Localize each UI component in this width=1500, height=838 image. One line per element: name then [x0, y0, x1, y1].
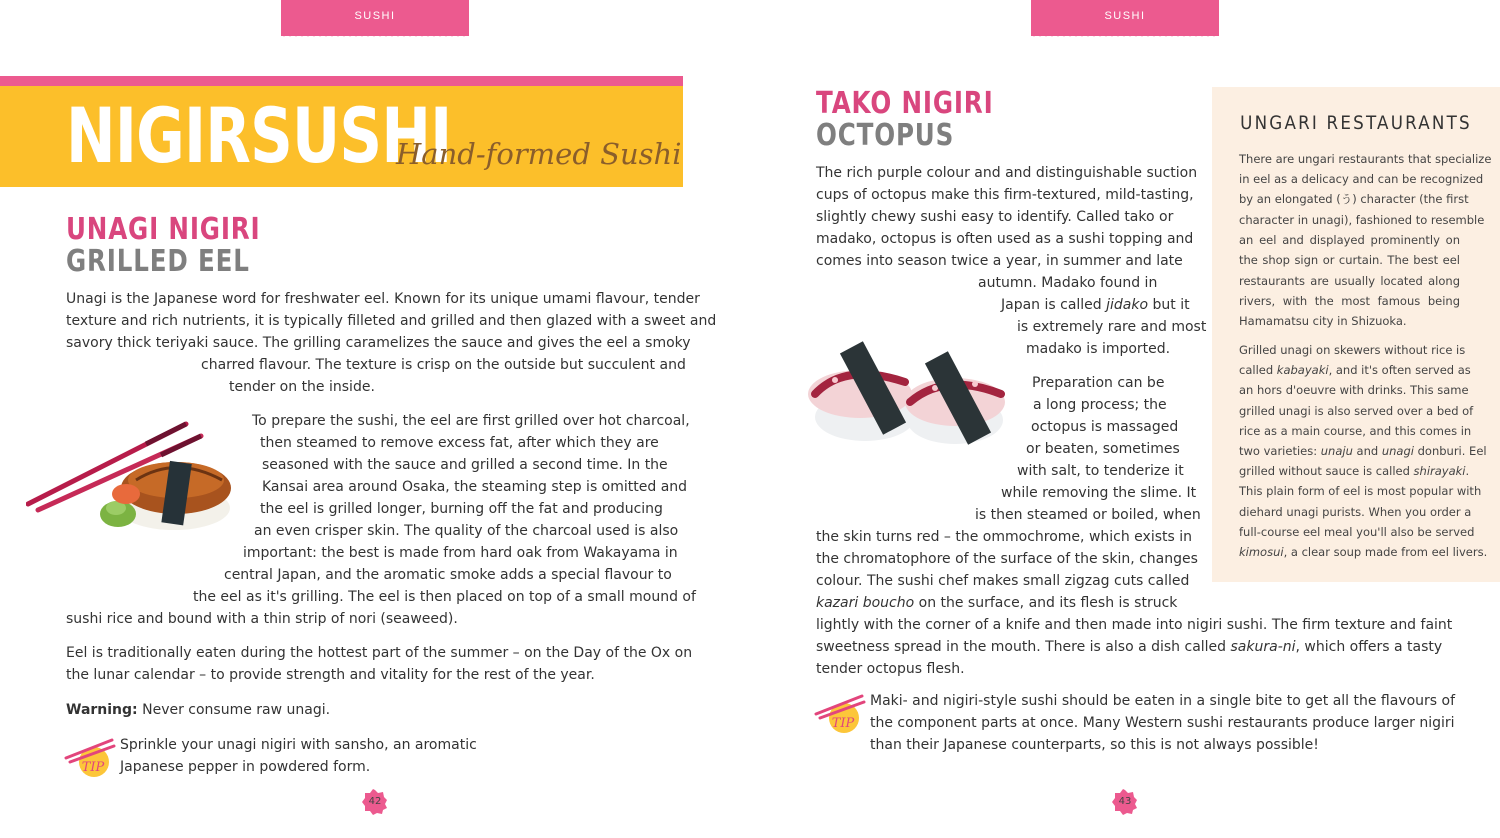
text-line: Japan is called jidako but it	[1001, 297, 1190, 313]
tip-text-line: Maki- and nigiri-style sushi should be eaten in a single bite to get all the flavours of	[870, 693, 1456, 709]
chapter-subtitle: Hand-formed Sushi	[396, 137, 682, 171]
text-line: the eel as it's grilling. The eel is then placed on top of a small mound of	[193, 589, 696, 605]
text-line: charred flavour. The texture is crisp on the outside but succulent and	[201, 357, 686, 373]
sidebar-line: by an elongated (う) character (the first	[1239, 192, 1469, 206]
term-kazari-boucho: kazari boucho	[816, 595, 915, 611]
term-shirayaki: shirayaki	[1413, 464, 1466, 478]
sidebar-line: restaurants are usually located along	[1239, 274, 1460, 288]
sidebar-line: Hamamatsu city in Shizuoka.	[1239, 314, 1407, 328]
sidebar-line: two varieties: unaju and unagi donburi. Eel	[1239, 444, 1487, 458]
section-subtitle-tako: OCTOPUS	[816, 118, 955, 153]
text-line: the lunar calendar – to provide strength and vitality for the rest of the year.	[66, 667, 595, 683]
header-tab-left	[281, 0, 469, 36]
text-line: Unagi is the Japanese word for freshwater eel. Known for its unique umami flavour, tender	[66, 291, 700, 307]
text-line: important: the best is made from hard oak from Wakayama in	[243, 545, 678, 561]
text-line: is then steamed or boiled, when	[975, 507, 1201, 523]
text-line: while removing the slime. It	[1001, 485, 1197, 501]
text-line: colour. The sushi chef makes small zigzag cuts called	[816, 573, 1190, 589]
sidebar-line: This plain form of eel is most popular with	[1239, 484, 1482, 498]
term-kabayaki: kabayaki	[1276, 363, 1329, 377]
sidebar-line: grilled unagi is also served over a bed of	[1239, 404, 1474, 418]
text-line: kazari boucho on the surface, and its flesh is struck	[816, 595, 1178, 611]
header-tab-label: SUSHI	[354, 10, 396, 22]
sidebar-line: character in unagi), fashioned to resemble	[1239, 213, 1485, 227]
chopsticks-tip-icon	[814, 692, 866, 736]
text-line: central Japan, and the aromatic smoke adds a special flavour to	[224, 567, 672, 583]
text-line: comes into season twice a year, in summer and late	[816, 253, 1183, 269]
text-line: lightly with the corner of a knife and then made into nigiri sushi. The firm texture and faint	[816, 617, 1453, 633]
text-line: an even crisper skin. The quality of the charcoal used is also	[254, 523, 679, 539]
text-line: slightly chewy sushi easy to identify. Called tako or	[816, 209, 1174, 225]
text-line: the eel is grilled longer, burning off the fat and producing	[260, 501, 663, 517]
sidebar-line: kimosui, a clear soup made from eel livers.	[1239, 545, 1488, 559]
sidebar-line: an eel and displayed prominently on	[1239, 233, 1460, 247]
term-unagi: unagi	[1381, 444, 1414, 458]
sidebar-line: in eel as a delicacy and can be recognized	[1239, 172, 1484, 186]
tip-text-line: Sprinkle your unagi nigiri with sansho, an aromatic	[120, 737, 477, 753]
header-tab-label: SUSHI	[1104, 10, 1146, 22]
sidebar-line: the shop sign or curtain. The best eel	[1239, 253, 1460, 267]
text-line: a long process; the	[1033, 397, 1167, 413]
chopsticks-tip-icon	[64, 736, 116, 780]
term-kimosui: kimosui	[1239, 545, 1284, 559]
text-line: tender on the inside.	[229, 379, 375, 395]
text-line: octopus is massaged	[1031, 419, 1179, 435]
text-line: tender octopus flesh.	[816, 661, 965, 677]
sidebar-line: an hors d'oeuvre with drinks. This same	[1239, 383, 1469, 397]
tip-text-line: Japanese pepper in powdered form.	[120, 759, 371, 775]
sidebar-line: called kabayaki, and it's often served as	[1239, 363, 1471, 377]
sidebar-line: rice as a main course, and this comes in	[1239, 424, 1472, 438]
text-line: madako, octopus is often used as a sushi topping and	[816, 231, 1194, 247]
text-line: cups of octopus make this firm-textured, mild-tasting,	[816, 187, 1194, 203]
page-number-text: 42	[368, 796, 382, 807]
term-jidako: jidako	[1106, 297, 1149, 313]
text-line: is extremely rare and most	[1017, 319, 1207, 335]
term-unaju: unaju	[1320, 444, 1353, 458]
text-line: To prepare the sushi, the eel are first grilled over hot charcoal,	[252, 413, 690, 429]
warning-label: Warning:	[66, 702, 138, 718]
text-line: or beaten, sometimes	[1026, 441, 1180, 457]
page-number-left	[362, 789, 388, 815]
text-line: then steamed to remove excess fat, after which they are	[260, 435, 659, 451]
sidebar-line: There are ungari restaurants that specialize	[1239, 152, 1492, 166]
text-line: seasoned with the sauce and grilled a second time. In the	[262, 457, 668, 473]
sidebar-line: full-course eel meal you'll also be served	[1239, 525, 1475, 539]
page-number-right	[1112, 789, 1138, 815]
unagi-sushi-illustration	[26, 410, 236, 535]
text-line: autumn. Madako found in	[978, 275, 1158, 291]
text-line: savory thick teriyaki sauce. The grilling caramelizes the sauce and gives the eel a smoky	[66, 335, 691, 351]
tip-label: TIP	[831, 716, 855, 731]
page-number-text: 43	[1118, 796, 1132, 807]
warning-text: Never consume raw unagi.	[137, 702, 331, 718]
sidebar-line: rivers, with the most famous being	[1239, 294, 1460, 308]
sidebar-line: Grilled unagi on skewers without rice is	[1239, 343, 1466, 357]
title-banner-stripe	[0, 76, 683, 86]
term-sakura-ni: sakura-ni	[1230, 639, 1296, 655]
tip-text-line: the component parts at once. Many Western sushi restaurants produce larger nigiri	[870, 715, 1455, 731]
tip-text-line: than their Japanese counterparts, so this is not always possible!	[870, 737, 1319, 753]
section-subtitle-unagi: GRILLED EEL	[66, 244, 250, 279]
text-line: madako is imported.	[1026, 341, 1171, 357]
text-line: Preparation can be	[1032, 375, 1165, 391]
sidebar-line: diehard unagi purists. When you order a	[1239, 505, 1472, 519]
text-line: sweetness spread in the mouth. There is also a dish called sakura-ni, which offers a tasty	[816, 639, 1443, 655]
text-line: The rich purple colour and and distinguishable suction	[816, 165, 1198, 181]
header-tab-right	[1031, 0, 1219, 36]
text-line: Kansai area around Osaka, the steaming step is omitted and	[262, 479, 688, 495]
text-line: the skin turns red – the ommochrome, which exists in	[816, 529, 1193, 545]
text-line: the chromatophore of the surface of the skin, changes	[816, 551, 1198, 567]
tako-sushi-illustration	[805, 322, 1015, 452]
text-line: with salt, to tenderize it	[1017, 463, 1184, 479]
sidebar-title: UNGARI RESTAURANTS	[1240, 112, 1472, 134]
section-title-unagi: UNAGI NIGIRI	[66, 212, 261, 247]
warning-line	[66, 699, 330, 721]
section-title-tako: TAKO NIGIRI	[816, 86, 994, 121]
text-line: texture and rich nutrients, it is typically filleted and grilled and then glazed with a sweet and	[66, 313, 717, 329]
tip-label: TIP	[81, 760, 105, 775]
chapter-title: NIGIRSUSHI	[66, 91, 452, 180]
text-line: sushi rice and bound with a thin strip of nori (seaweed).	[66, 611, 458, 627]
sidebar-line: grilled without sauce is called shirayaki.	[1239, 464, 1470, 478]
text-line: Eel is traditionally eaten during the hottest part of the summer – on the Day of the Ox on	[66, 645, 693, 661]
